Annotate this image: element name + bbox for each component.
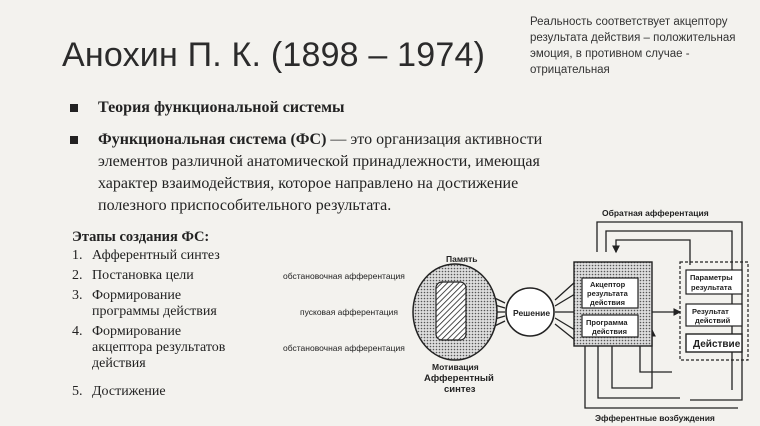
definition-line: элементов различной анатомической принадлежности, имеющая xyxy=(98,153,540,170)
stage-label: Формирование xyxy=(92,324,182,339)
definition-line: характер взаимодействия, которое направлено на достижение xyxy=(98,175,519,192)
result-label: Результат xyxy=(692,307,729,316)
stage-number: 2. xyxy=(72,268,83,283)
input-label: обстановочная афферентация xyxy=(283,271,405,281)
action-label: Действие xyxy=(693,339,741,350)
decision-to-blocks xyxy=(555,282,575,340)
definition-term: Функциональная система (ФС) xyxy=(98,131,327,148)
bullet-theory-text: Теория функциональной системы xyxy=(98,99,345,116)
feedback-loop-arrow xyxy=(616,240,690,265)
aff-synthesis-label-2: синтез xyxy=(444,384,476,395)
stage-label: Достижение xyxy=(92,384,166,399)
acceptor-label: результата xyxy=(587,289,628,298)
efferent-label: Эфферентные возбуждения xyxy=(595,413,715,423)
stage-label: Постановка цели xyxy=(92,268,194,283)
stage-label: Формирование xyxy=(92,288,182,303)
program-label: действия xyxy=(592,327,627,336)
input-label: пусковая афферентация xyxy=(300,307,398,317)
definition-start: — это организация активности xyxy=(326,131,543,148)
stage-number: 1. xyxy=(72,248,83,263)
acceptor-label: действия xyxy=(590,298,625,307)
program-label: Программа xyxy=(586,318,628,327)
stage-number: 3. xyxy=(72,288,83,303)
result-label: действий xyxy=(695,316,731,325)
aff-synthesis-label: Афферентный xyxy=(424,373,494,384)
feedback-label: Обратная афферентация xyxy=(602,208,709,218)
note-text: Реальность соответствует акцептору результата действия – положительная эмоция, в противном случае - отрицательная xyxy=(530,16,736,76)
stage-label: действия xyxy=(92,356,146,371)
stage-number: 5. xyxy=(72,384,83,399)
stage-label: программы действия xyxy=(92,304,217,319)
params-label: результата xyxy=(691,283,732,292)
decision-label: Решение xyxy=(513,308,551,318)
synthesis-core-hatched xyxy=(436,282,466,340)
acceptor-label: Акцептор xyxy=(590,280,626,289)
input-label: обстановочная афферентация xyxy=(283,343,405,353)
stage-label: акцептора результатов xyxy=(92,340,226,355)
stage-number: 4. xyxy=(72,324,83,339)
memory-label: Память xyxy=(446,254,478,264)
stages-title: Этапы создания ФС: xyxy=(72,229,210,245)
motivation-label: Мотивация xyxy=(432,362,479,372)
stage-label: Афферентный синтез xyxy=(92,248,220,263)
params-label: Параметры xyxy=(690,273,733,282)
definition-line: полезного приспособительного результата. xyxy=(98,197,392,214)
slide-title: Анохин П. К. (1898 – 1974) xyxy=(62,36,486,74)
